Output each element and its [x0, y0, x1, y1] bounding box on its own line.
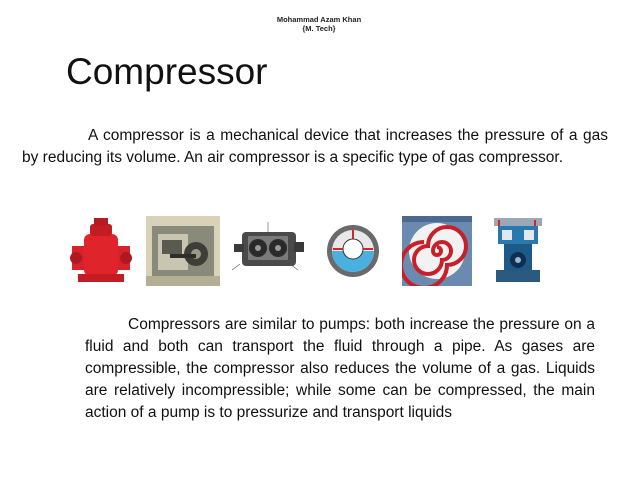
red-compressor-photo — [64, 216, 138, 286]
rotary-compressor-diagram — [228, 216, 312, 286]
piston-compressor-cutaway — [146, 216, 220, 286]
author-degree: {M. Tech} — [302, 24, 336, 33]
comparison-paragraph: Compressors are similar to pumps: both increase the pressure on a fluid and both can transport the fluid through a pipe. As gases are compressible, the compressor also reduces the volume of a gas. Liquids are relatively incompressible; while some can be compressed, the main action of a pump is to pressurize and transport liquids — [85, 316, 595, 421]
slide-title: Compressor — [66, 51, 268, 92]
rotary-vane-diagram — [318, 216, 388, 286]
intro-paragraph: A compressor is a mechanical device that increases the pressure of a gas by reducing its volume. An air compressor is a specific type of gas compressor. — [22, 127, 608, 166]
author-name: Mohammad Azam Khan — [276, 15, 362, 24]
author-header — [0, 15, 638, 33]
scroll-compressor-diagram — [402, 216, 472, 286]
reciprocating-compressor-model — [484, 216, 552, 286]
